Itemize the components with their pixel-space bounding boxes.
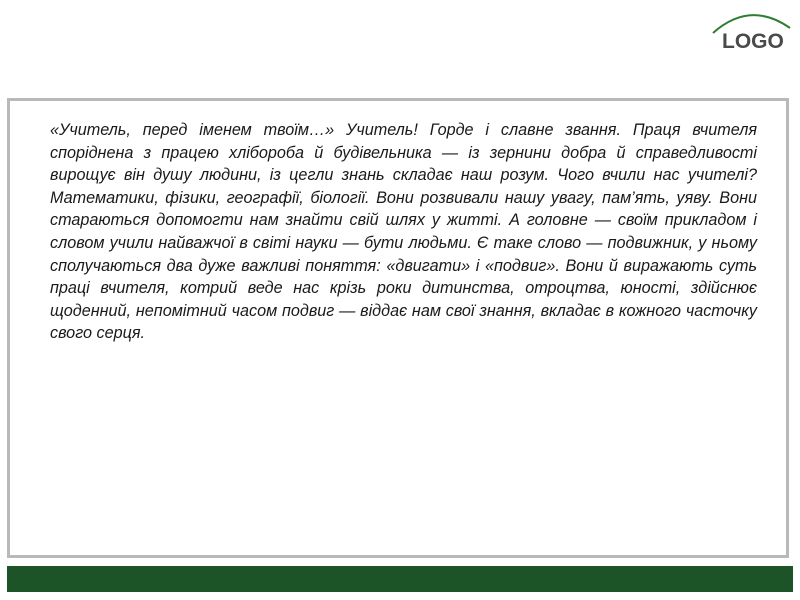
logo (710, 6, 794, 60)
logo-text: LOGO (722, 30, 784, 53)
body-paragraph: «Учитель, перед іменем твоїм…» Учитель! Горде і славне звання. Праця вчителя споріднена з працею хлібороба й будівельника — із зернини добра й справедливості вирощує він душу людини, із цегли знань складає наш розум. Чого вчили нас учителі? Математики, фізики, географії, біології. Вони розвивали нашу увагу, пам’ять, уяву. Вони стараються допомогти нам знайти свій шлях у житті. А головне — своїм прикладом і словом учили найважчої в світі науки — бути людьми. Є таке слово — подвижник, у ньому сполучаються два дуже важливі поняття: «двигати» і «подвиг». Вони й виражають суть праці вчителя, котрий веде нас крізь роки дитинства, отроцтва, юності, здійснює щоденний, непомітний часом подвиг — віддає нам свої знання, вкладає в кожного часточку свого серця. (50, 121, 757, 343)
footer-band (7, 566, 793, 592)
content-box (7, 98, 789, 558)
